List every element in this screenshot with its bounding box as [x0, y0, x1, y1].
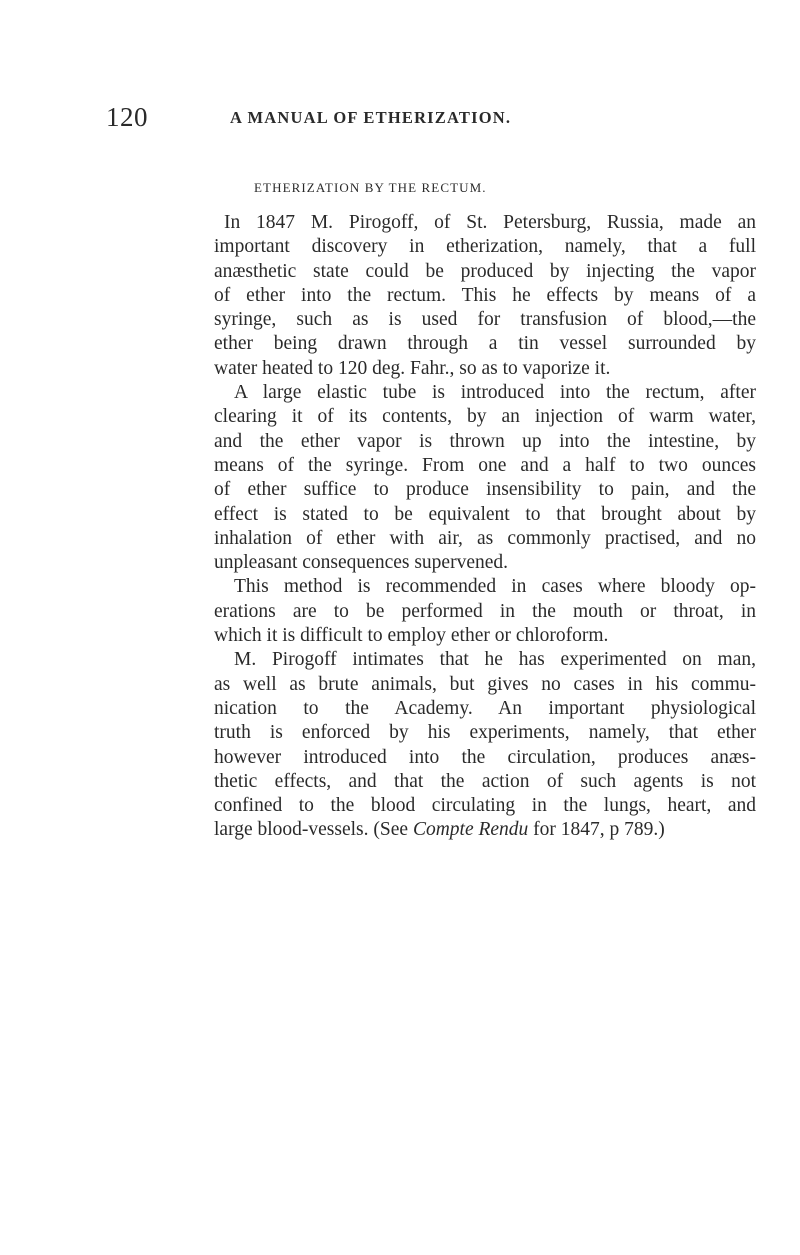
- text-line: unpleasant consequences supervened.: [214, 552, 509, 574]
- text-line: effect is stated to be equivalent to that brought about by: [214, 503, 756, 525]
- text-line-final: [214, 818, 756, 842]
- text-line: means of the syringe. From one and a half to two ounces: [214, 454, 756, 476]
- text-line: This method is recommended in cases where bloody op-: [234, 576, 756, 598]
- text-line: water heated to 120 deg. Fahr., so as to vaporize it.: [214, 357, 611, 379]
- text-line: M. Pirogoff intimates that he has experimented on man,: [234, 649, 756, 671]
- text-line: and the ether vapor is thrown up into the intestine, by: [214, 430, 756, 452]
- text-line: thetic effects, and that the action of such agents is not: [214, 770, 756, 792]
- text-line: truth is enforced by his experiments, namely, that ether: [214, 722, 756, 744]
- text-line: of ether suffice to produce insensibility to pain, and the: [214, 479, 756, 501]
- text-line: syringe, such as is used for transfusion of blood,—the: [214, 309, 756, 331]
- section-title: ETHERIZATION BY THE RECTUM.: [254, 180, 487, 195]
- text-line: which it is difficult to employ ether or chloroform.: [214, 625, 609, 647]
- text-line: confined to the blood circulating in the lungs, heart, and: [214, 795, 756, 817]
- final-line-end: for 1847, p 789.): [528, 819, 665, 841]
- text-line: inhalation of ether with air, as commonly practised, and no: [214, 527, 756, 549]
- text-line: In 1847 M. Pirogoff, of St. Petersburg, Russia, made an: [224, 212, 756, 233]
- text-line: anæsthetic state could be produced by injecting the vapor: [214, 260, 756, 282]
- text-line: important discovery in etherization, namely, that a full: [214, 236, 756, 258]
- text-line: clearing it of its contents, by an injection of warm water,: [214, 406, 756, 428]
- final-line-start: large blood-vessels. (See: [214, 819, 413, 841]
- running-head: [106, 100, 686, 134]
- text-line: as well as brute animals, but gives no cases in his commu-: [214, 673, 756, 695]
- text-line: erations are to be performed in the mouth or throat, in: [214, 600, 756, 622]
- cited-journal-title: Compte Rendu: [412, 819, 529, 841]
- text-line: nication to the Academy. An important physiological: [214, 697, 756, 719]
- text-line: of ether into the rectum. This he effects by means of a: [214, 284, 756, 306]
- text-line: A large elastic tube is introduced into the rectum, after: [234, 382, 756, 404]
- body-text: [214, 211, 756, 843]
- running-title: A MANUAL OF ETHERIZATION.: [230, 108, 512, 127]
- page-number: 120: [106, 102, 148, 132]
- text-line: ether being drawn through a tin vessel surrounded by: [214, 333, 756, 355]
- text-line: however introduced into the circulation, produces anæs-: [214, 746, 756, 768]
